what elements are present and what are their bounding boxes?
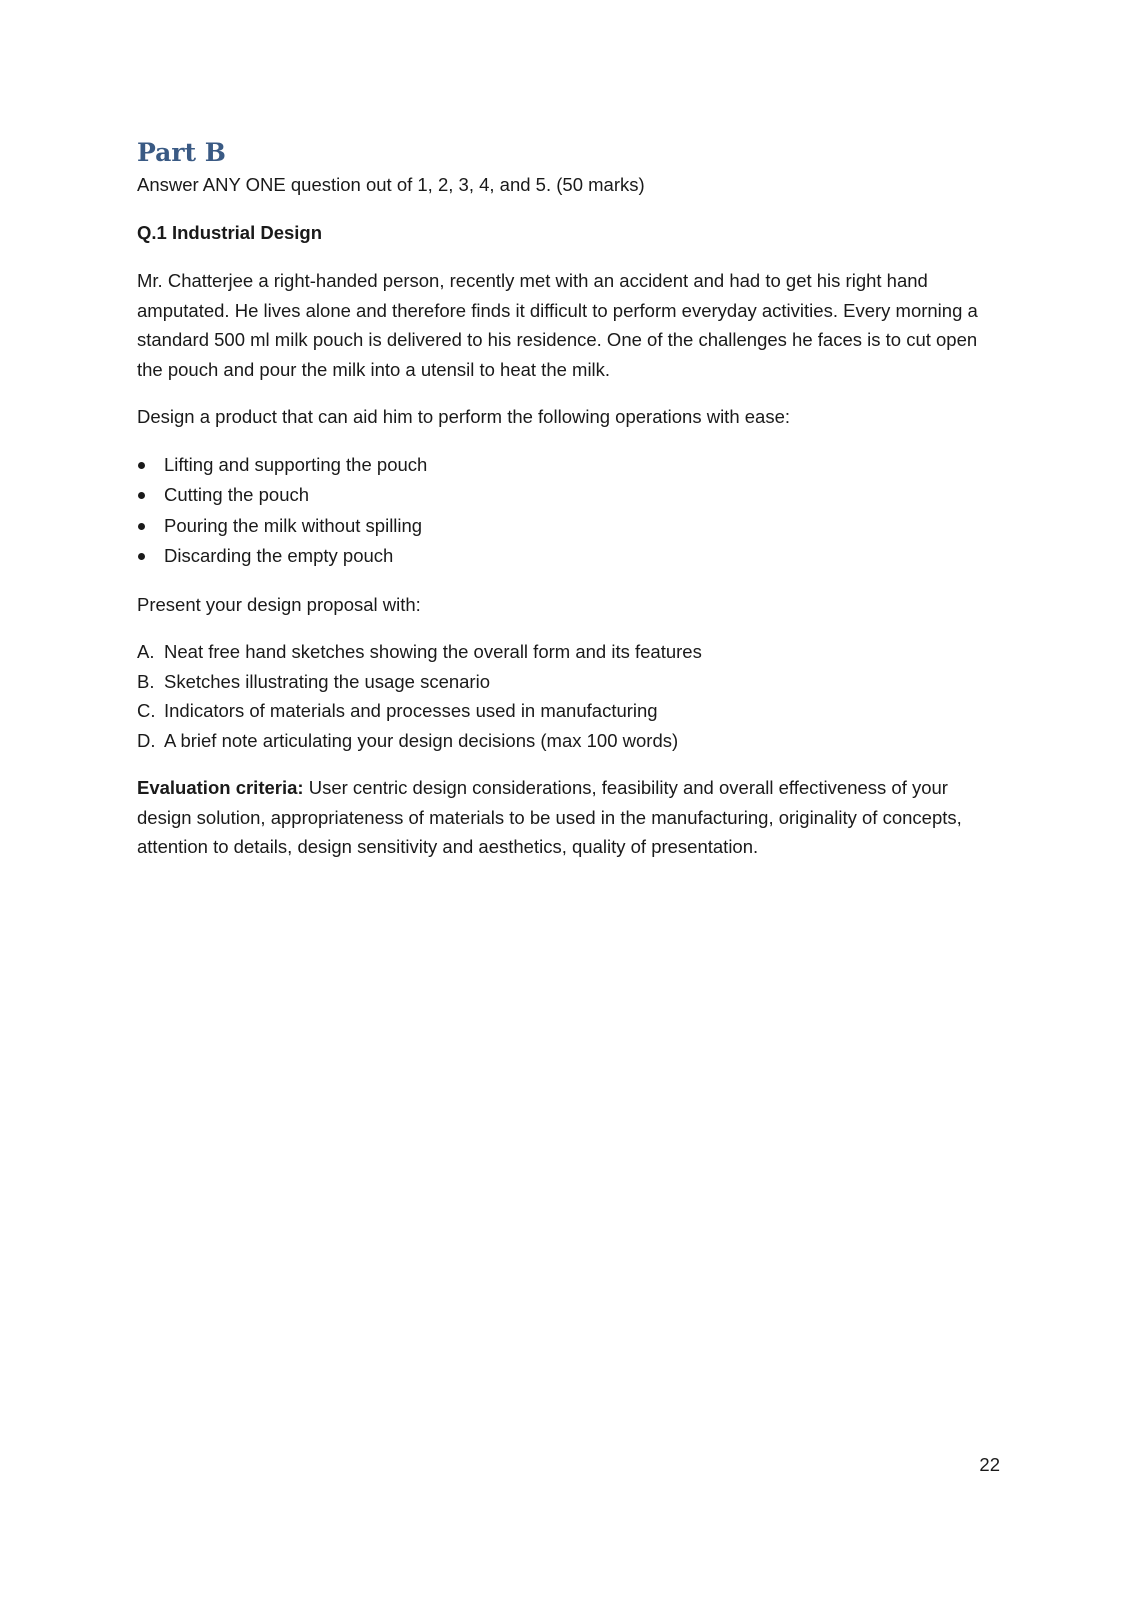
page-number: 22 [979, 1454, 1000, 1475]
list-item [137, 450, 1007, 481]
instruction-text: Answer ANY ONE question out of 1, 2, 3, 4, and 5. (50 marks) [137, 174, 645, 195]
list-item [137, 541, 1007, 572]
list-item-text: A brief note articulating your design decisions (max 100 words) [164, 729, 679, 751]
list-item [137, 667, 1007, 697]
scenario-paragraph: Mr. Chatterjee a right-handed person, recently met with an accident and had to get his right hand amputated. He lives alone and therefore finds it difficult to perform everyday activities. Every morning a standard 500 ml milk pouch is delivered to his residence. One of the challenges he faces is to cut open the pouch and pour the milk into a utensil to heat the milk. [137, 270, 978, 380]
list-item-text: Pouring the milk without spilling [164, 514, 423, 536]
bullet-icon [138, 462, 145, 469]
list-marker: D. [137, 729, 156, 751]
list-marker: B. [137, 670, 155, 692]
bullet-icon [138, 523, 145, 530]
list-item-text: Cutting the pouch [164, 484, 310, 505]
design-prompt: Design a product that can aid him to perform the following operations with ease: [137, 406, 791, 427]
list-item [137, 637, 1007, 667]
bullet-icon [138, 553, 145, 560]
question-title: Q.1 Industrial Design [137, 222, 323, 243]
list-item-text: Lifting and supporting the pouch [164, 453, 428, 475]
list-item-text: Neat free hand sketches showing the overall form and its features [164, 641, 702, 662]
part-title: Part B [137, 138, 226, 167]
list-item [137, 726, 1007, 756]
present-intro: Present your design proposal with: [137, 593, 421, 615]
list-item [137, 511, 1007, 542]
deliverables-list [137, 637, 1007, 755]
evaluation-text: User centric design considerations, feasibility and overall effectiveness of your design solution, appropriateness of materials to be used in the manufacturing, originality of concepts, attention to details, design sensitivity and aesthetics, quality of presentation. [137, 777, 962, 857]
list-item-text: Discarding the empty pouch [164, 545, 394, 566]
evaluation-criteria [137, 773, 1007, 862]
list-item [137, 696, 1007, 726]
evaluation-label: Evaluation criteria: [137, 777, 304, 798]
document-page [137, 136, 1007, 880]
bullet-icon [138, 492, 145, 499]
list-item-text: Sketches illustrating the usage scenario [164, 670, 490, 692]
list-marker: A. [137, 641, 155, 662]
list-marker: C. [137, 700, 156, 721]
operations-list [137, 450, 1007, 572]
list-item [137, 480, 1007, 511]
list-item-text: Indicators of materials and processes used in manufacturing [164, 700, 658, 721]
